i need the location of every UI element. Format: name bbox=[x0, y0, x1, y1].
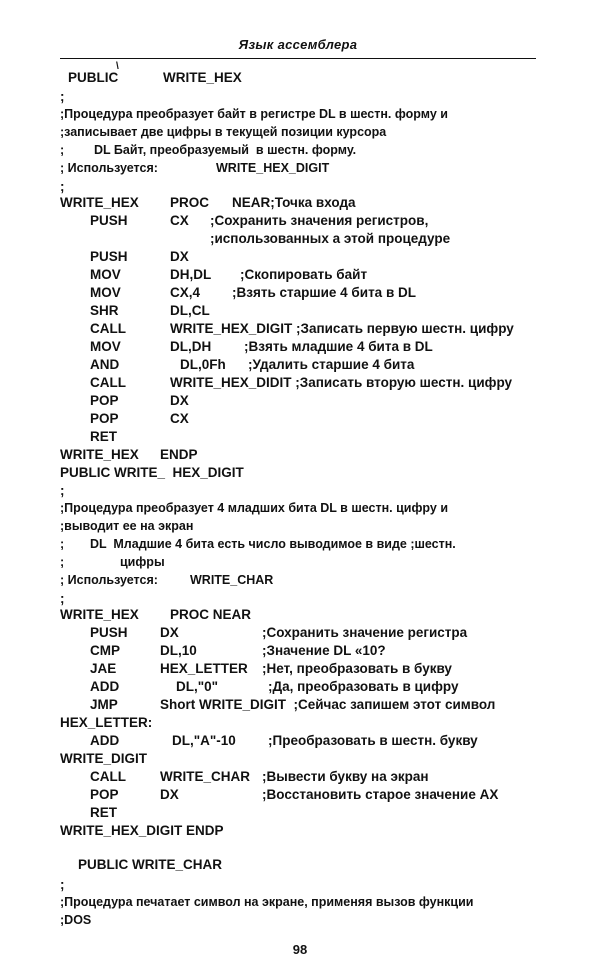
code-token: ; bbox=[60, 537, 65, 551]
code-token: DL,10 bbox=[160, 643, 197, 658]
code-token: ;выводит ее на экран bbox=[60, 519, 194, 533]
code-token: WRITE_DIGIT bbox=[60, 751, 147, 766]
code-token: MOV bbox=[90, 285, 121, 300]
code-token: POP bbox=[90, 787, 119, 802]
code-token: PUSH bbox=[90, 625, 128, 640]
code-token: WRITE_HEX_DIDIT ;Записать вторую шестн. цифру bbox=[170, 375, 513, 390]
code-token: DL,"0" bbox=[176, 679, 219, 694]
code-token: DX bbox=[170, 393, 189, 408]
code-token: WRITE_CHAR bbox=[160, 769, 250, 784]
code-token: HEX_LETTER bbox=[160, 661, 248, 676]
code-token: MOV bbox=[90, 267, 121, 282]
code-token: ; Используется: bbox=[60, 573, 158, 587]
code-token: ;Сохранить значение регистра bbox=[262, 625, 468, 640]
code-token: ; bbox=[60, 143, 65, 157]
code-token: ; bbox=[60, 179, 65, 194]
code-token: CX bbox=[170, 213, 189, 228]
code-token: CALL bbox=[90, 321, 126, 336]
code-token: RET bbox=[90, 429, 117, 444]
code-token: CX,4 bbox=[170, 285, 201, 300]
code-token: SHR bbox=[90, 303, 119, 318]
code-token: PUBLIC WRITE_CHAR bbox=[78, 857, 222, 872]
code-token: цифры bbox=[120, 555, 165, 569]
code-token: PUSH bbox=[90, 213, 128, 228]
code-token: WRITE_CHAR bbox=[190, 573, 274, 587]
code-token: DH,DL bbox=[170, 267, 212, 282]
code-token: DX bbox=[170, 249, 189, 264]
code-token: ;Процедура печатает символ на экране, применяя вызов функции bbox=[60, 895, 474, 909]
code-token: CMP bbox=[90, 643, 120, 658]
code-token: PROC bbox=[170, 195, 210, 210]
code-token: DL Байт, преобразуемый в шестн. форму. bbox=[94, 143, 357, 157]
code-token: DL,0Fh bbox=[180, 357, 226, 372]
code-token: PUSH bbox=[90, 249, 128, 264]
code-token: DL,DH bbox=[170, 339, 212, 354]
code-token: DL,"A"-10 bbox=[172, 733, 236, 748]
code-token: ;Да, преобразовать в цифру bbox=[268, 679, 459, 694]
code-token: WRITE_HEX bbox=[163, 70, 242, 85]
code-token: POP bbox=[90, 393, 119, 408]
code-token: ;Вывести букву на экран bbox=[262, 769, 429, 784]
code-token: WRITE_HEX bbox=[60, 447, 139, 462]
code-token: WRITE_HEX bbox=[60, 195, 139, 210]
code-token: ; bbox=[60, 877, 65, 892]
code-token: CALL bbox=[90, 375, 126, 390]
code-token: PUBLIC bbox=[68, 70, 119, 85]
code-token: ;Значение DL «10? bbox=[262, 643, 386, 658]
code-token: POP bbox=[90, 411, 119, 426]
code-token: NEAR;Точка входа bbox=[232, 195, 356, 210]
code-token: ;Сохранить значения регистров, bbox=[210, 213, 429, 228]
code-token: ; bbox=[60, 555, 65, 569]
code-token: ADD bbox=[90, 733, 120, 748]
code-token: JMP bbox=[90, 697, 118, 712]
code-token: MOV bbox=[90, 339, 121, 354]
code-token: ;Преобразовать в шестн. букву bbox=[268, 733, 478, 748]
code-token: RET bbox=[90, 805, 117, 820]
code-token: PROC NEAR bbox=[170, 607, 252, 622]
code-token: PUBLIC WRITE_ HEX_DIGIT bbox=[60, 465, 244, 480]
code-token: ;DOS bbox=[60, 913, 92, 927]
code-token: ;Скопировать байт bbox=[240, 267, 368, 282]
running-header bbox=[60, 36, 536, 59]
code-token: ; bbox=[60, 591, 65, 606]
code-token: WRITE_HEX bbox=[60, 607, 139, 622]
code-token: HEX_LETTER: bbox=[60, 715, 153, 730]
running-header-title: Язык ассемблера bbox=[238, 37, 358, 52]
code-token: ;Нет, преобразовать в букву bbox=[262, 661, 452, 676]
code-token: ADD bbox=[90, 679, 120, 694]
code-token: ;Взять старшие 4 бита в DL bbox=[232, 285, 416, 300]
code-token: WRITE_HEX_DIGIT bbox=[216, 161, 330, 175]
code-token: ;записывает две цифры в текущей позиции курсора bbox=[60, 125, 387, 139]
code-token: CALL bbox=[90, 769, 126, 784]
code-token: ; bbox=[60, 483, 65, 498]
code-token: JAE bbox=[90, 661, 117, 676]
code-token: ;Процедура преобразует 4 младших бита DL в шестн. цифру и bbox=[60, 501, 449, 515]
stray-mark: \ bbox=[116, 61, 119, 72]
code-token: ; Используется: bbox=[60, 161, 158, 175]
code-token: ENDP bbox=[160, 447, 198, 462]
code-token: ;Восстановить старое значение AX bbox=[262, 787, 499, 802]
code-token: CX bbox=[170, 411, 189, 426]
code-token: ;Процедура преобразует байт в регистре DL в шестн. форму и bbox=[60, 107, 448, 121]
page-number: 98 bbox=[292, 942, 308, 957]
code-token: ; bbox=[60, 89, 65, 104]
code-token: ;Удалить старшие 4 бита bbox=[248, 357, 415, 372]
code-token: ;Взять младшие 4 бита в DL bbox=[244, 339, 433, 354]
code-token: ;использованных а этой процедуре bbox=[210, 231, 451, 246]
code-token: DX bbox=[160, 625, 179, 640]
code-token: AND bbox=[90, 357, 120, 372]
code-token: WRITE_HEX_DIGIT ENDP bbox=[60, 823, 224, 838]
code-token: WRITE_HEX_DIGIT ;Записать первую шестн. цифру bbox=[170, 321, 514, 336]
code-token: DL Младшие 4 бита есть число выводимое в виде ;шестн. bbox=[90, 537, 456, 551]
code-token: DX bbox=[160, 787, 179, 802]
code-token: Short WRITE_DIGIT ;Сейчас запишем этот символ bbox=[160, 697, 496, 712]
code-token: DL,CL bbox=[170, 303, 210, 318]
